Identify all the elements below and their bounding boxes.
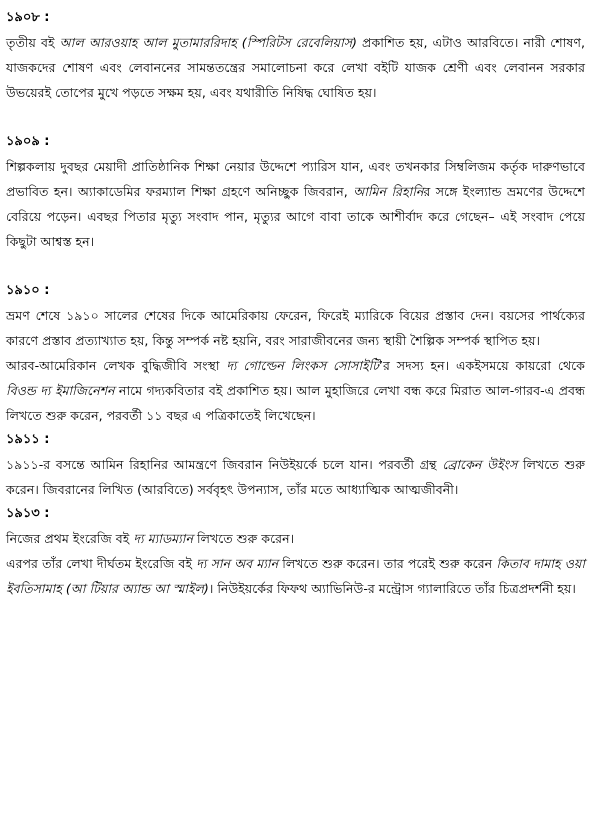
paragraph-1908 <box>6 30 585 105</box>
text-span: লিখতে শুরু করেন। তার পরেই শুরু করেন <box>278 556 497 571</box>
text-span: লিখতে শুরু করেন। জিবরানের লিখিত (আরবিতে) সর্ববৃহৎ উপন্যাস, তাঁর মতে আধ্যাত্মিক আত্মজীবনী। <box>6 457 585 497</box>
text-span: ১৯১১-র বসন্তে আমিন রিহানির আমন্ত্রণে জিবরান নিউইয়র্কে চলে যান। পরবর্তী গ্রন্থ <box>6 457 443 472</box>
text-span: তৃতীয় বই <box>6 35 60 50</box>
text-span: প্রকাশিত হয়, এটাও আরবিতে। নারী শোষণ, যাজকদের শোষণ এবং লেবাননের সামন্ততন্ত্রের সমালোচনা করে লেখা বইটি যাজক শ্রেণী এবং লেবানন সরকার উভয়েরই তোপের মুখে পড়তে সক্ষম হয়, এবং যথারীতি নিষিদ্ধ ঘোষিত হয়। <box>6 35 585 100</box>
paragraph-1911 <box>6 452 585 502</box>
book-title: কিতাব দামাহ ওয়া ইবতিসামাহ (আ টিয়ার অ্যান্ড আ স্মাইল) <box>6 556 586 596</box>
text-span: র সঙ্গে ইংল্যান্ড ভ্রমণের উদ্দেশে বেরিয়ে পড়েন। এবছর পিতার মৃত্যু সংবাদ পান, মৃত্যুর আগে বাবা তাকে আশীর্বাদ করে গেছেন– এই সংবাদ পেয়ে কিছুটা আশ্বস্ত হন। <box>6 184 586 249</box>
text-span: লিখতে শুরু করেন। <box>192 531 295 546</box>
year-heading-1910: ১৯১০ : <box>6 283 50 298</box>
paragraph-1909 <box>6 154 585 254</box>
organization-name: দ্য গোল্ডেন লিংকস সোসাইটি <box>226 358 380 373</box>
year-heading-1908: ১৯০৮ : <box>6 10 50 25</box>
paragraph-1910-a: ভ্রমণ শেষে ১৯১০ সালের শেষের দিকে আমেরিকায় ফেরেন, ফিরেই ম্যারিকে বিয়ের প্রস্তাব দেন। বয়সের পার্থক্যের কারণে প্রস্তাব প্রত্যাখ্যাত হয়, কিন্তু সম্পর্ক নষ্ট হয়নি, বরং সারাজীবনের জন্য স্থায়ী শৈল্পিক সম্পর্ক স্থাপিত হয়। <box>6 308 585 348</box>
book-title: দ্য সান অব ম্যান <box>196 556 279 571</box>
text-span: এরপর তাঁর লেখা দীর্ঘতম ইংরেজি বই <box>6 556 197 571</box>
spacer <box>6 254 585 279</box>
text-span: শিল্পকলায় দুবছর মেয়াদী প্রাতিষ্ঠানিক শিক্ষা নেয়ার উদ্দেশে প্যারিস যান, এবং তখনকার সিম্বলিজম কর্তৃক দারুণভাবে প্রভাবিত হন। অ্যাকাডেমির ফরম্যাল শিক্ষা গ্রহণে অনিচ্ছুক জিবরান, <box>6 159 585 199</box>
person-name: আমিন রিহানি <box>353 184 424 199</box>
year-heading-1911: ১৯১১ : <box>6 432 50 447</box>
text-span: নামে গদ্যকবিতার বই প্রকাশিত হয়। আল মুহাজিরে লেখা বন্ধ করে মিরাত আল-গারব-এ প্রবন্ধ লিখতে শুরু করেন, পরবর্তী ১১ বছর এ পত্রিকাতেই লিখেছেন। <box>6 383 586 423</box>
paragraph-1913-a <box>6 526 585 551</box>
text-span: নিজের প্রথম ইংরেজি বই <box>6 531 134 546</box>
spacer <box>6 105 585 130</box>
book-title: ব্রোকেন উইংস <box>442 457 518 472</box>
text-span: ’র সদস্য হন। একইসময়ে কায়রো থেকে <box>379 358 585 373</box>
book-title: দ্য ম্যাডম্যান <box>133 531 193 546</box>
text-span: । নিউইয়র্কের ফিফথ অ্যাভিনিউ-র মন্ট্রোস গ্যালারিতে তাঁর চিত্রপ্রদর্শনী হয়। <box>208 581 576 596</box>
year-heading-1913: ১৯১৩ : <box>6 506 50 521</box>
book-title: বিওন্ড দ্য ইমাজিনেশন <box>6 383 115 398</box>
paragraph-1910-b <box>6 353 585 428</box>
book-title: আল আরওয়াহ আল মুতামাররিদাহ (স্পিরিটস রেবেলিয়াস) <box>59 35 357 50</box>
text-span: আরব-আমেরিকান লেখক বুদ্ধিজীবি সংস্থা <box>6 358 227 373</box>
paragraph-1913-b <box>6 551 585 601</box>
year-heading-1909: ১৯০৯ : <box>6 134 50 149</box>
